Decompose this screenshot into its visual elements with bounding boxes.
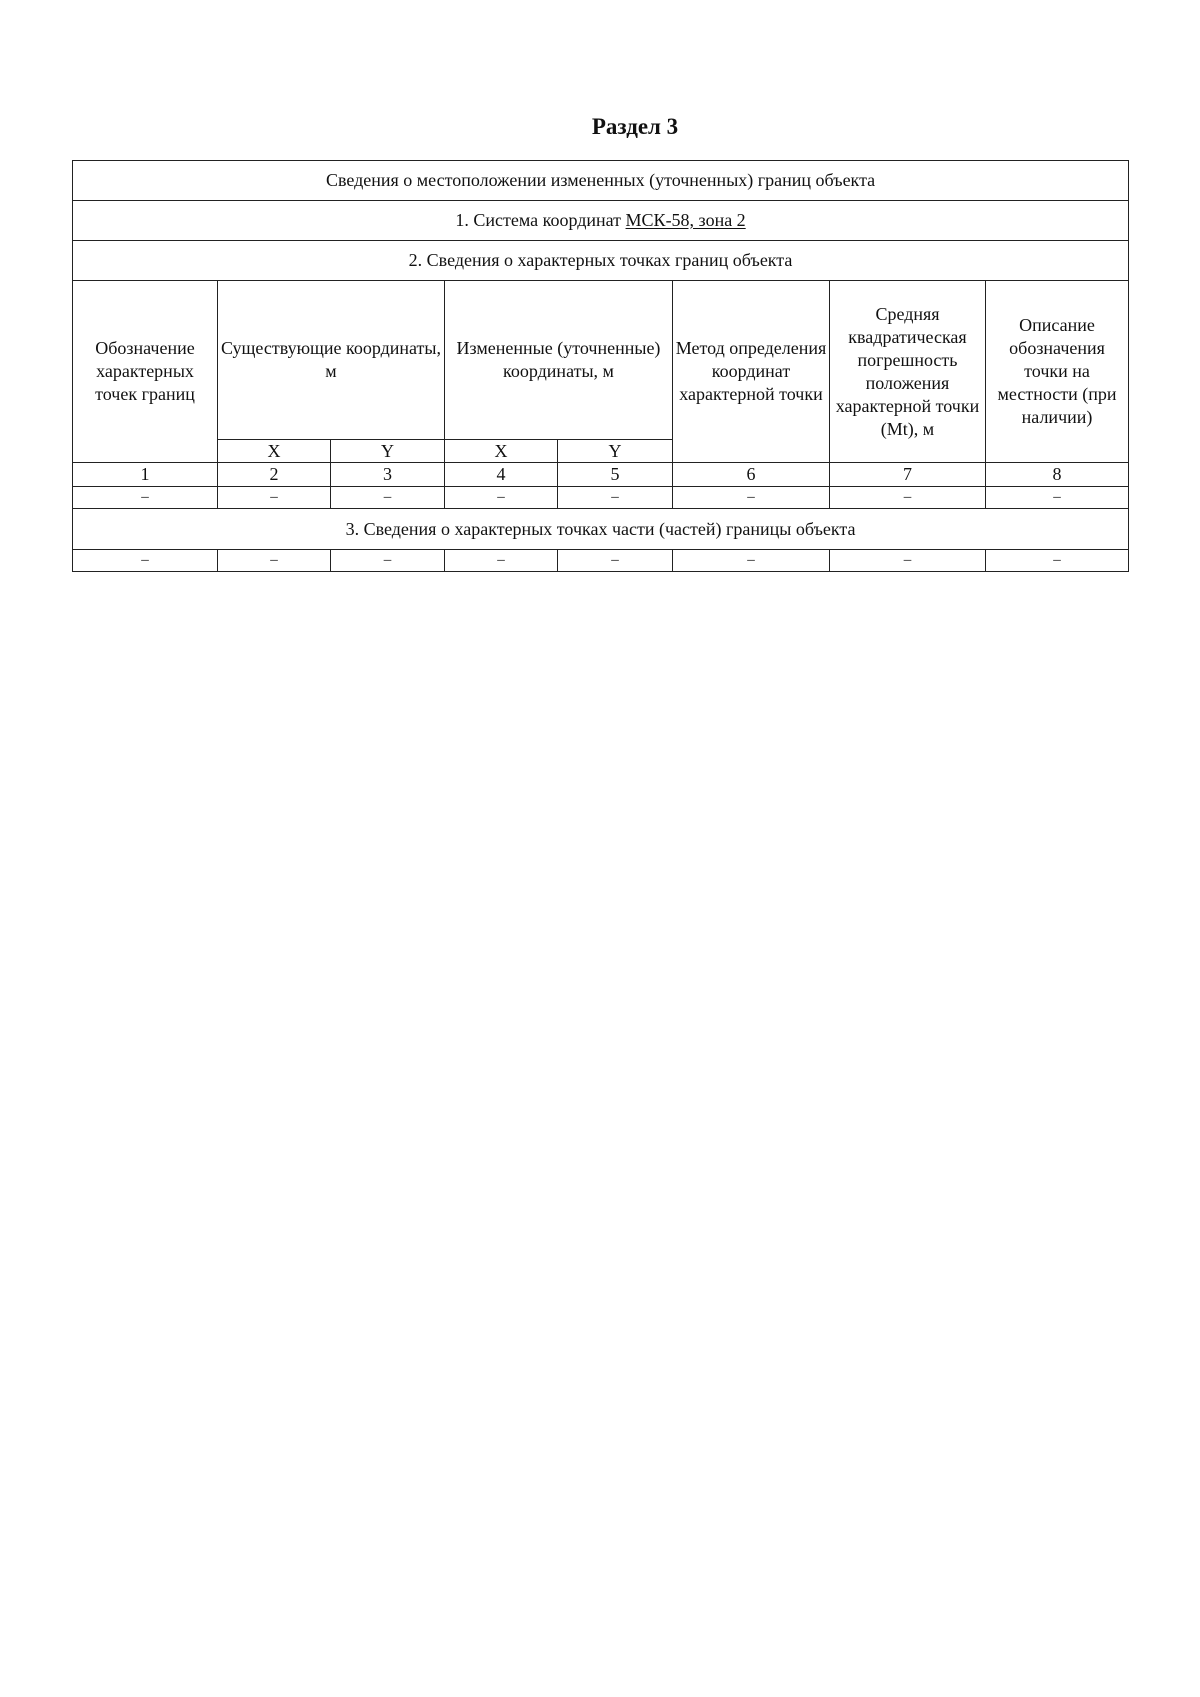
- boundary-points-heading: 2. Сведения о характерных точках границ объекта: [73, 241, 1129, 281]
- coord-system-label: 1. Система координат: [455, 210, 622, 230]
- table-cell: –: [558, 550, 673, 572]
- table-cell: –: [830, 550, 986, 572]
- table-row: [73, 550, 1129, 572]
- col-header-changed-coords: Измененные (уточненные) координаты, м: [445, 281, 673, 440]
- column-numbers-row: [73, 463, 1129, 487]
- boundary-table: [72, 160, 1129, 572]
- table-cell: –: [331, 550, 445, 572]
- table-caption: Сведения о местоположении измененных (уточненных) границ объекта: [73, 161, 1129, 201]
- table-cell: –: [445, 487, 558, 509]
- table-cell: –: [218, 487, 331, 509]
- col-header-changed-y: Y: [558, 440, 673, 463]
- table-cell: –: [673, 550, 830, 572]
- table-cell: –: [331, 487, 445, 509]
- col-header-description: Описание обозначения точки на местности (при наличии): [986, 281, 1129, 463]
- section-title: Раздел 3: [591, 114, 679, 139]
- table-cell: –: [830, 487, 986, 509]
- column-number: 3: [331, 463, 445, 487]
- part-points-heading: 3. Сведения о характерных точках части (частей) границы объекта: [73, 509, 1129, 550]
- table-cell: –: [73, 487, 218, 509]
- column-number: 5: [558, 463, 673, 487]
- col-header-mean-square-error: Средняя квадратическая погрешность положения характерной точки (Mt), м: [830, 281, 986, 463]
- col-header-changed-x: X: [445, 440, 558, 463]
- table-cell: –: [73, 550, 218, 572]
- col-header-designation: Обозначение характерных точек границ: [73, 281, 218, 463]
- column-number: 8: [986, 463, 1129, 487]
- column-number: 1: [73, 463, 218, 487]
- col-header-existing-x: X: [218, 440, 331, 463]
- table-cell: –: [986, 487, 1129, 509]
- table-row: [73, 487, 1129, 509]
- column-number: 7: [830, 463, 986, 487]
- coord-system-row: [73, 201, 1129, 241]
- table-cell: –: [986, 550, 1129, 572]
- column-number: 2: [218, 463, 331, 487]
- coord-system-value: МСК-58, зона 2: [625, 210, 746, 230]
- table-cell: –: [673, 487, 830, 509]
- col-header-existing-coords: Существующие координаты, м: [218, 281, 445, 440]
- col-header-method: Метод определения координат характерной точки: [673, 281, 830, 463]
- table-cell: –: [558, 487, 673, 509]
- table-cell: –: [445, 550, 558, 572]
- table-cell: –: [218, 550, 331, 572]
- column-number: 4: [445, 463, 558, 487]
- col-header-existing-y: Y: [331, 440, 445, 463]
- column-number: 6: [673, 463, 830, 487]
